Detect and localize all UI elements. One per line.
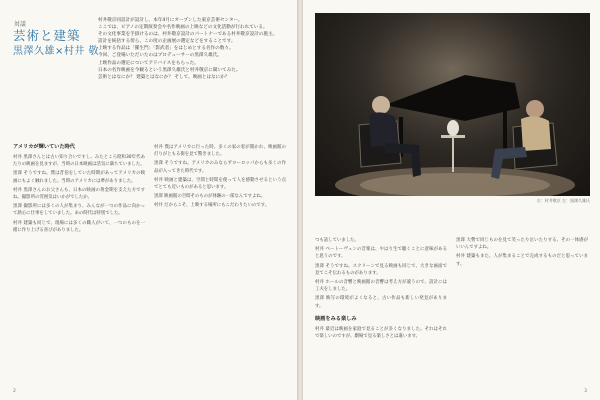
lead-line: 上映する作品は「羅生門」「影武者」をはじめとする名作の数々。 bbox=[98, 46, 234, 52]
body-column bbox=[154, 144, 286, 212]
body-column bbox=[315, 237, 447, 342]
article-authors: 黒澤久雄×村井 敬 bbox=[13, 46, 100, 57]
article-kicker: 対談 bbox=[14, 21, 27, 28]
body-paragraph: 黒澤 映写の環境がよくなると、古い作品も新しい発見があります。 bbox=[315, 296, 447, 309]
interview-photo bbox=[315, 13, 590, 196]
lead-line: 今回、ご登場いただいたのはプロデューサーの黒澤久雄氏。 bbox=[98, 53, 222, 59]
lead-line: その文化事業を手掛けるのは、村井敬京設計のパートナーである村井敬京設計の施主。 bbox=[98, 32, 278, 38]
body-column bbox=[456, 237, 588, 270]
lead-line: ここでは、ピアノの定期演奏会や名作映画の上映などの文化活動が行われている。 bbox=[98, 25, 268, 31]
body-paragraph: 村井 黒澤さんとは古い知り合いですし、みたところ昭和30年代あたりの映画を見ますが、当時の日本映画は活気に満ちていました。 bbox=[13, 155, 145, 168]
body-paragraph: 村井 建築も同じで、現場には多くの職人がいて、一つのものを一緒に作り上げる喜びがありました。 bbox=[13, 220, 145, 233]
body-paragraph: 黒澤 撮影所には多くの人が集まり、みんなが一つの作品に向かって熱心に仕事をしていました。あの時代は特別でした。 bbox=[13, 204, 145, 217]
body-paragraph: 黒澤 そうですね。スクリーンで見る映画も同じで、大きな画面で見てこそ伝わるものがあります。 bbox=[315, 263, 447, 276]
body-paragraph: 村井 建築もまた、人が集まることで完成するものだと思っています。 bbox=[456, 254, 588, 267]
body-paragraph: 村井 黒澤さんのお父さんも、日本の映画の黄金期を支えた方ですね。撮影所の雰囲気はいかがでしたか。 bbox=[13, 187, 145, 201]
page-number: 3 bbox=[584, 389, 587, 394]
body-paragraph: 村井 ホールの音響と映画館の音響は考え方が違うので、設計には工夫をしました。 bbox=[315, 280, 447, 293]
section-heading: 映画をみる楽しみ bbox=[315, 315, 357, 322]
photo-caption: 右：村井敬京 左：黒澤久雄氏 bbox=[536, 198, 590, 203]
body-paragraph: 黒澤 そうですね。僕は昔伯をしていた時期があってアメリカの映画にもよく触れました。当時のアメリカには夢がありました。 bbox=[13, 171, 145, 184]
body-paragraph: 黒澤 映画館の空間そのものが体験の一部なんですよね。 bbox=[154, 194, 266, 200]
body-paragraph: 黒澤 大勢で同じものを見て笑ったり泣いたりする、その一体感がいいんですよね。 bbox=[456, 238, 588, 251]
body-paragraph: 村井 だからこそ、上映する場所にもこだわりたいのです。 bbox=[154, 203, 270, 209]
body-paragraph: 村井 僕はアメリカに行った時、多くの家の窓が開かれ、映画館の灯りがともる街を見て驚きました。 bbox=[154, 145, 286, 158]
page-number: 2 bbox=[13, 389, 16, 394]
stage-scene-illustration bbox=[315, 13, 590, 196]
body-column bbox=[13, 144, 145, 236]
lead-line: 設計を統括する傍ら、この度の企画展の選定などをすることです。 bbox=[98, 39, 236, 45]
body-paragraph: つも話していました。 bbox=[315, 238, 359, 243]
lead-line: 上映作品の選定についてアドバイスをもらった。 bbox=[98, 60, 199, 66]
body-paragraph: 村井 ベートーヴェンの音楽は、やはり生で聴くことに意味があると思うのです。 bbox=[315, 247, 447, 260]
lead-paragraph bbox=[98, 17, 286, 81]
body-paragraph: 黒澤 そうですね。アメリカのみならずヨーロッパからも多くの作品が入ってきた時代です。 bbox=[154, 161, 286, 174]
lead-line: 日本の名作映画を今観るという黒澤久雄氏と村井敬京に聞いてみた。 bbox=[98, 67, 241, 73]
section-heading: アメリカが輝いていた時代 bbox=[13, 144, 75, 150]
body-paragraph: 村井 映画と建築は、空間と時間を使って人を感動させるという点でとても近いものがあると思います。 bbox=[154, 177, 286, 191]
body-paragraph: 村井 最近は映画を家庭で見ることが多くなりました。それはそれで楽しいのですが、劇場で見る楽しさとは違います。 bbox=[315, 326, 447, 340]
right-page bbox=[303, 0, 600, 400]
left-page bbox=[0, 0, 297, 400]
lead-line: 芸術とはなにか？ 建築とはなにか？ そして、映画とはなにか？ bbox=[98, 74, 230, 80]
article-title: 芸術と建築 bbox=[13, 28, 81, 43]
lead-line: 村井敬京同設計が設計し、本年4月にオープンした東京芸術センター。 bbox=[98, 18, 243, 23]
